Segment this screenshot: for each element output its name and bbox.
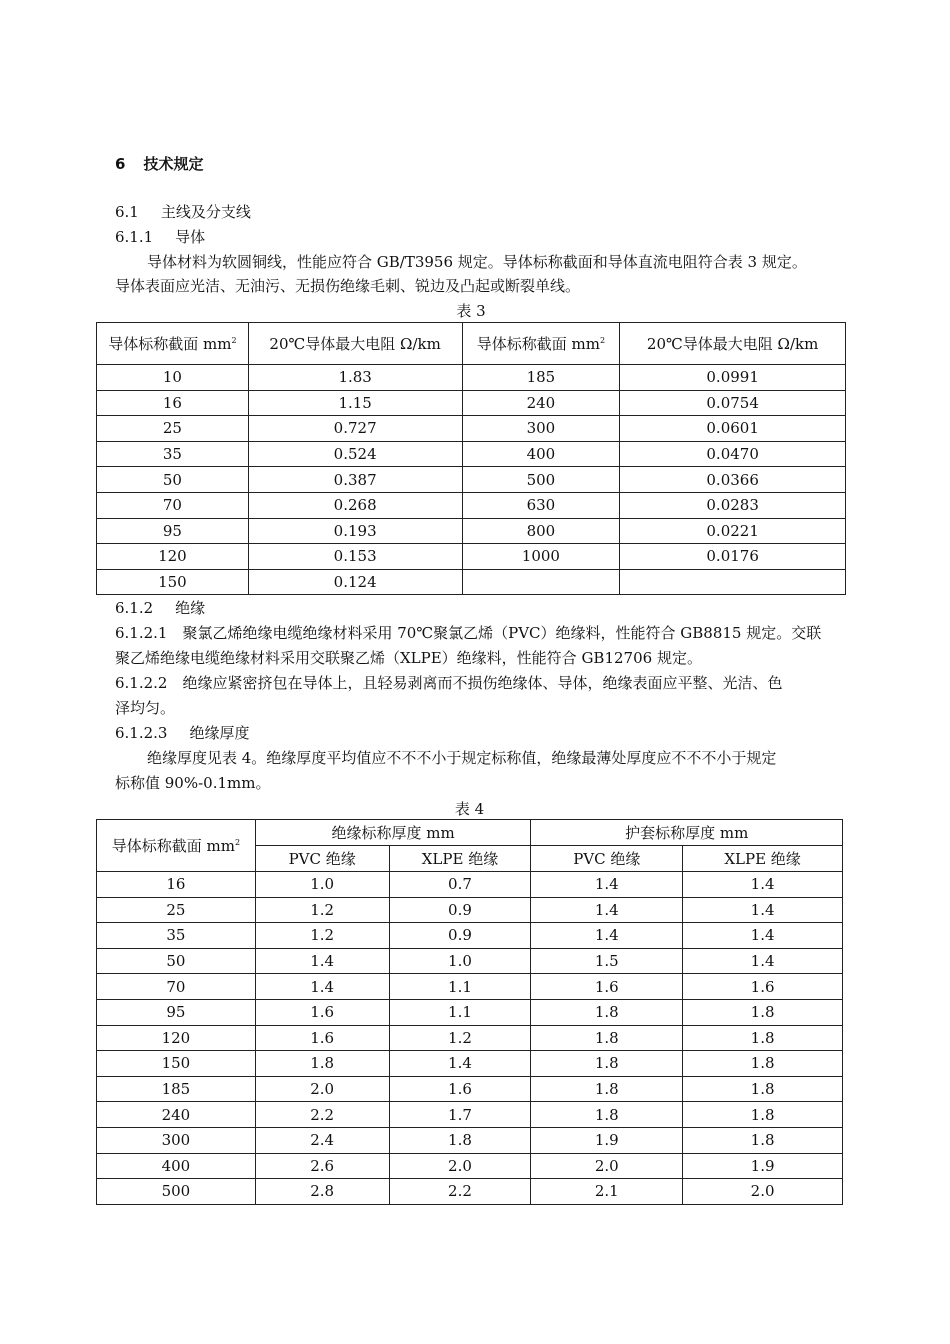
table-cell: 1.0	[389, 948, 531, 974]
table-cell: 1.7	[389, 1102, 531, 1128]
table-cell: 0.9	[389, 897, 531, 923]
table4	[96, 819, 843, 1205]
table-row	[97, 872, 843, 898]
table4-header-insulation: 绝缘标称厚度 mm	[255, 820, 531, 846]
subsection-title: 绝缘	[175, 599, 206, 617]
table-cell: 300	[97, 1127, 256, 1153]
table-cell: 1.8	[531, 999, 683, 1025]
paragraph-thickness-line2: 标称值 90%-0.1mm。	[115, 774, 271, 792]
table-cell: 1000	[462, 544, 620, 570]
table3-header-section-2	[462, 323, 620, 365]
section-number: 6	[115, 155, 126, 173]
table-cell: 1.2	[255, 923, 389, 949]
table-cell: 300	[462, 416, 620, 442]
subsection-6-1-2-3-heading	[115, 723, 250, 743]
paragraph-conductor-line2: 导体表面应光洁、无油污、无损伤绝缘毛刺、锐边及凸起或断裂单线。	[115, 277, 581, 295]
table-cell: 500	[97, 1179, 256, 1205]
table-row	[97, 1127, 843, 1153]
table3-header-section	[97, 323, 249, 365]
table-cell: 35	[97, 923, 256, 949]
subsection-number: 6.1.2	[115, 599, 154, 617]
table-cell: 1.6	[255, 999, 389, 1025]
table-cell: 95	[97, 518, 249, 544]
table-row	[97, 948, 843, 974]
table-row	[97, 441, 846, 467]
table-cell: 0.124	[248, 569, 462, 595]
table-cell: 0.0176	[620, 544, 846, 570]
table-cell: 1.8	[389, 1127, 531, 1153]
table-cell: 0.268	[248, 492, 462, 518]
table-row	[97, 1153, 843, 1179]
table3	[96, 322, 846, 595]
table-cell: 2.0	[683, 1179, 843, 1205]
table-cell: 1.4	[683, 948, 843, 974]
table-cell: 0.193	[248, 518, 462, 544]
paragraph-6-1-2-1-line1: 6.1.2.1 聚氯乙烯绝缘电缆绝缘材料采用 70℃聚氯乙烯（PVC）绝缘料，性能符合 GB8815 规定。交联	[115, 624, 822, 642]
table-cell: 1.4	[531, 923, 683, 949]
table-cell: 0.727	[248, 416, 462, 442]
table-cell: 1.4	[255, 974, 389, 1000]
table-cell: 1.4	[683, 872, 843, 898]
table-cell: 0.524	[248, 441, 462, 467]
table-cell: 150	[97, 569, 249, 595]
table-cell: 0.0221	[620, 518, 846, 544]
table-cell: 0.7	[389, 872, 531, 898]
table-cell: 16	[97, 872, 256, 898]
table-cell: 1.8	[531, 1102, 683, 1128]
table-cell: 25	[97, 416, 249, 442]
table-cell: 16	[97, 390, 249, 416]
table-cell: 240	[97, 1102, 256, 1128]
table4-header-sheath: 护套标称厚度 mm	[531, 820, 843, 846]
table-row	[97, 518, 846, 544]
table-row	[97, 544, 846, 570]
table3-header-row	[97, 323, 846, 365]
section-heading	[115, 153, 203, 174]
table-cell: 630	[462, 492, 620, 518]
table4-caption: 表 4	[454, 800, 485, 818]
paragraph-6-1-2-2-line1: 6.1.2.2 绝缘应紧密挤包在导体上，且轻易剥离而不损伤绝缘体、导体，绝缘表面应平整、光洁、色	[115, 674, 783, 692]
table-cell: 400	[462, 441, 620, 467]
table-cell: 800	[462, 518, 620, 544]
table-row	[97, 492, 846, 518]
table-cell: 1.8	[531, 1025, 683, 1051]
table-cell: 2.6	[255, 1153, 389, 1179]
table-cell: 35	[97, 441, 249, 467]
table-cell: 1.0	[255, 872, 389, 898]
table-cell: 1.6	[683, 974, 843, 1000]
table-cell: 25	[97, 897, 256, 923]
table-cell: 1.1	[389, 999, 531, 1025]
table-cell: 1.6	[255, 1025, 389, 1051]
table4-header-row-1	[97, 820, 843, 846]
table-cell: 70	[97, 492, 249, 518]
table-row	[97, 467, 846, 493]
table-cell: 1.8	[531, 1076, 683, 1102]
table-cell: 120	[97, 1025, 256, 1051]
table-cell: 2.8	[255, 1179, 389, 1205]
table-cell: 1.8	[255, 1051, 389, 1077]
table-cell: 2.2	[255, 1102, 389, 1128]
table-cell: 0.0754	[620, 390, 846, 416]
table-cell: 2.0	[531, 1153, 683, 1179]
table-cell: 1.2	[255, 897, 389, 923]
table-cell: 2.2	[389, 1179, 531, 1205]
table-cell: 1.1	[389, 974, 531, 1000]
table-cell: 185	[462, 365, 620, 391]
table-cell: 1.5	[531, 948, 683, 974]
table-cell: 1.4	[683, 897, 843, 923]
table4-header-section	[97, 820, 256, 872]
table-row	[97, 1179, 843, 1205]
table-cell: 0.0470	[620, 441, 846, 467]
table-cell: 120	[97, 544, 249, 570]
table-row	[97, 390, 846, 416]
subsection-number: 6.1.1	[115, 228, 154, 246]
table-cell: 0.0601	[620, 416, 846, 442]
table-cell: 95	[97, 999, 256, 1025]
subsection-title: 导体	[175, 228, 206, 246]
table-cell: 1.4	[531, 897, 683, 923]
table-cell: 1.8	[531, 1051, 683, 1077]
table-row	[97, 416, 846, 442]
table-cell: 1.6	[531, 974, 683, 1000]
table3-caption-wrap	[96, 301, 846, 321]
table3-header-resistance: 20℃导体最大电阻 Ω/km	[248, 323, 462, 365]
table-cell: 50	[97, 467, 249, 493]
table4-header-insulation-pvc: PVC 绝缘	[255, 846, 389, 872]
table-cell: 1.4	[683, 923, 843, 949]
table-cell: 2.4	[255, 1127, 389, 1153]
table-cell: 1.9	[683, 1153, 843, 1179]
table-cell: 1.2	[389, 1025, 531, 1051]
table-row	[97, 1076, 843, 1102]
table-row	[97, 923, 843, 949]
table-cell: 70	[97, 974, 256, 1000]
table-cell	[462, 569, 620, 595]
table-cell: 240	[462, 390, 620, 416]
paragraph-6-1-2-2-line2: 泽均匀。	[115, 699, 176, 717]
table-cell: 150	[97, 1051, 256, 1077]
table-cell: 500	[462, 467, 620, 493]
table-cell: 1.4	[389, 1051, 531, 1077]
table-cell: 2.1	[531, 1179, 683, 1205]
table4-header-sheath-xlpe: XLPE 绝缘	[683, 846, 843, 872]
subsection-6-1-heading	[115, 202, 251, 222]
paragraph-6-1-2-1-line2: 聚乙烯绝缘电缆绝缘材料采用交联聚乙烯（XLPE）绝缘料，性能符合 GB12706 规定。	[115, 649, 702, 667]
table3-header-resistance-2: 20℃导体最大电阻 Ω/km	[620, 323, 846, 365]
table-cell: 1.4	[255, 948, 389, 974]
table-cell: 1.8	[683, 1025, 843, 1051]
table-cell: 2.0	[255, 1076, 389, 1102]
table-cell: 1.8	[683, 1127, 843, 1153]
table-cell: 0.0366	[620, 467, 846, 493]
header-text: 导体标称截面 mm	[111, 837, 235, 855]
paragraph-conductor-line1: 导体材料为软圆铜线，性能应符合 GB/T3956 规定。导体标称截面和导体直流电阻符合表 3 规定。	[147, 253, 807, 271]
table4-caption-wrap	[96, 799, 843, 819]
table-cell: 1.9	[531, 1127, 683, 1153]
table4-header-sheath-pvc: PVC 绝缘	[531, 846, 683, 872]
table-cell: 1.8	[683, 1102, 843, 1128]
table-cell: 1.8	[683, 1076, 843, 1102]
table-row	[97, 897, 843, 923]
paragraph-thickness-line1: 绝缘厚度见表 4。绝缘厚度平均值应不不不小于规定标称值，绝缘最薄处厚度应不不不小于规定	[147, 749, 777, 767]
table-cell: 185	[97, 1076, 256, 1102]
table-cell: 0.0991	[620, 365, 846, 391]
table-cell: 1.15	[248, 390, 462, 416]
subsection-6-1-2-heading	[115, 598, 205, 618]
table-cell: 1.4	[531, 872, 683, 898]
table-cell: 1.6	[389, 1076, 531, 1102]
header-text: 导体标称截面 mm	[476, 335, 600, 353]
table-row	[97, 1051, 843, 1077]
section-title: 技术规定	[143, 155, 204, 173]
table-row	[97, 999, 843, 1025]
table-cell	[620, 569, 846, 595]
table3-caption: 表 3	[456, 302, 486, 320]
table-cell: 50	[97, 948, 256, 974]
table-cell: 1.8	[683, 999, 843, 1025]
table-cell: 0.387	[248, 467, 462, 493]
table-row	[97, 1102, 843, 1128]
superscript: 2	[599, 336, 606, 345]
table-cell: 0.0283	[620, 492, 846, 518]
table-cell: 0.9	[389, 923, 531, 949]
superscript: 2	[234, 838, 241, 847]
table-cell: 1.83	[248, 365, 462, 391]
subsection-number: 6.1	[115, 203, 139, 221]
subsection-number: 6.1.2.3	[115, 724, 168, 742]
superscript: 2	[231, 336, 237, 345]
table-row	[97, 1025, 843, 1051]
table-cell: 2.0	[389, 1153, 531, 1179]
table-cell: 1.8	[683, 1051, 843, 1077]
subsection-title: 主线及分支线	[160, 203, 251, 221]
table-cell: 10	[97, 365, 249, 391]
table-row	[97, 365, 846, 391]
subsection-title: 绝缘厚度	[189, 724, 250, 742]
table-row	[97, 974, 843, 1000]
table-row	[97, 569, 846, 595]
table4-header-insulation-xlpe: XLPE 绝缘	[389, 846, 531, 872]
subsection-6-1-1-heading	[115, 227, 205, 247]
table-cell: 400	[97, 1153, 256, 1179]
table-cell: 0.153	[248, 544, 462, 570]
header-text: 导体标称截面 mm	[108, 335, 232, 353]
